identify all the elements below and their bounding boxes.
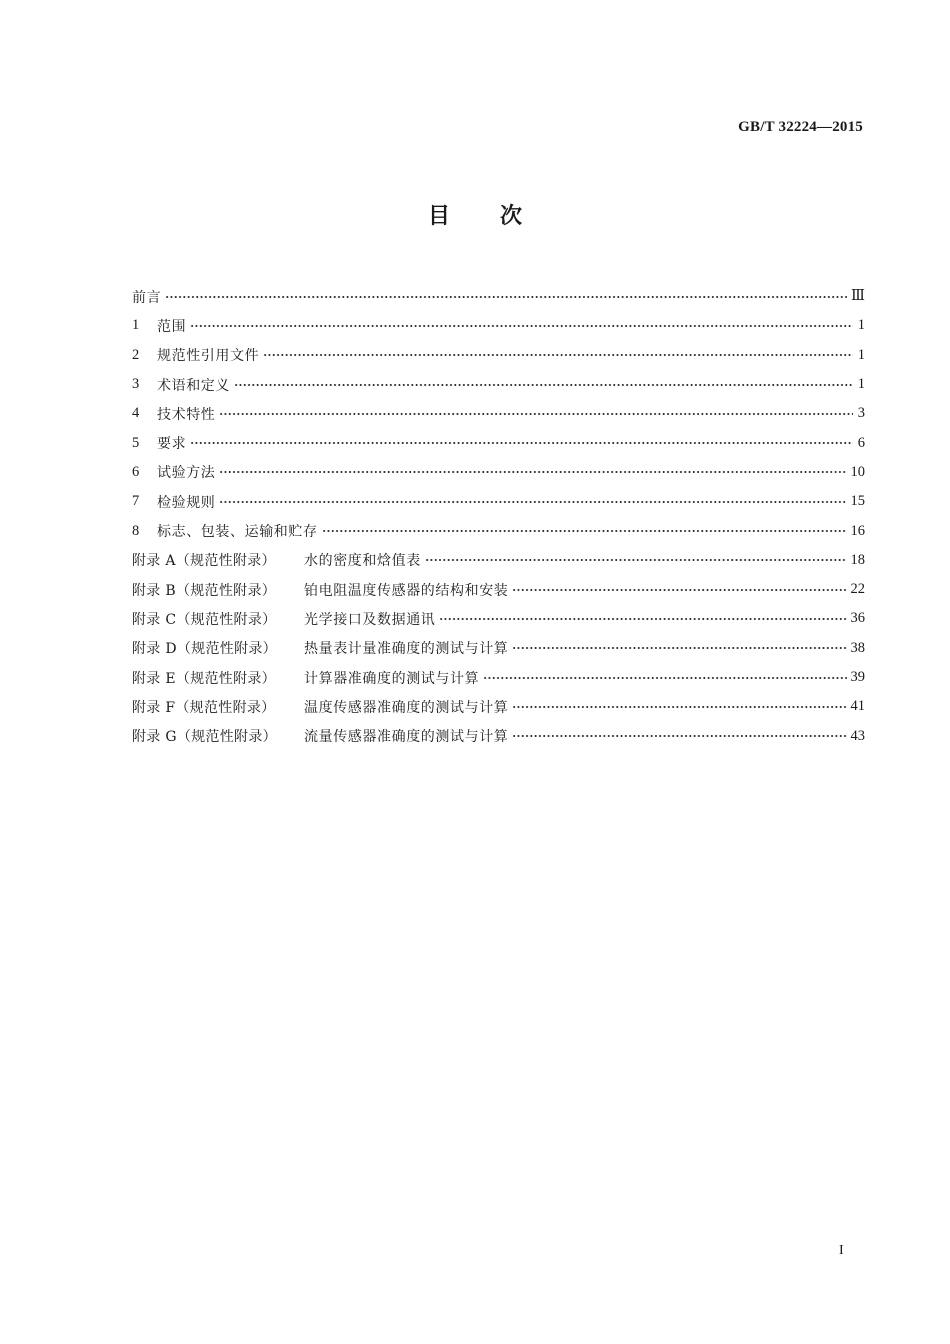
toc-annex-prefix: 附录 D（规范性附录） <box>132 641 277 658</box>
toc-entry-number: 7 <box>132 493 140 510</box>
toc-entry-annex-f[interactable] <box>132 692 865 721</box>
toc-entry-technical-characteristics[interactable] <box>132 399 865 428</box>
page-title <box>0 202 950 232</box>
toc-leader-dots <box>512 641 846 655</box>
toc-entry-marking-packaging[interactable] <box>132 516 865 545</box>
toc-entry-number: 1 <box>132 317 140 334</box>
toc-entry-page: 1 <box>857 346 865 363</box>
toc-annex-prefix: 附录 G（规范性附录） <box>132 729 277 746</box>
toc-entry-page: 3 <box>857 405 865 422</box>
toc-entry-label: 前言 <box>132 289 162 306</box>
toc-entry-label: 技术特性 <box>157 406 216 423</box>
toc-entry-page: 1 <box>857 376 865 393</box>
toc-leader-dots <box>234 378 853 392</box>
toc-entry-page: 18 <box>850 551 865 568</box>
toc-entry-page: 36 <box>850 610 865 627</box>
toc-entry-page: 1 <box>857 317 865 334</box>
toc-entry-page: 38 <box>850 639 865 656</box>
toc-entry-label: 检验规则 <box>157 494 216 511</box>
toc-entry-label: 水的密度和焓值表 <box>304 553 421 570</box>
toc-leader-dots <box>322 524 847 538</box>
toc-entry-label: 要求 <box>157 436 187 453</box>
toc-leader-dots <box>512 700 846 714</box>
toc-leader-dots <box>263 348 853 362</box>
toc-entry-normative-references[interactable] <box>132 341 865 370</box>
toc-entry-page: 41 <box>850 698 865 715</box>
toc-leader-dots <box>219 407 853 421</box>
toc-leader-dots <box>483 671 846 685</box>
toc-entry-test-methods[interactable] <box>132 458 865 487</box>
toc-entry-page: 43 <box>850 727 865 744</box>
toc-entry-label: 标志、包装、运输和贮存 <box>157 524 318 541</box>
toc-entry-number: 4 <box>132 405 140 422</box>
toc-annex-prefix: 附录 C（规范性附录） <box>132 611 277 628</box>
page-title-char-2: 次 <box>500 204 523 229</box>
toc-entry-label: 试验方法 <box>157 465 216 482</box>
toc-entry-inspection-rules[interactable] <box>132 487 865 516</box>
toc-entry-label: 流量传感器准确度的测试与计算 <box>304 729 509 746</box>
toc-leader-dots <box>190 436 853 450</box>
toc-entry-annex-a[interactable] <box>132 546 865 575</box>
toc-entry-terms-definitions[interactable] <box>132 370 865 399</box>
toc-annex-prefix: 附录 A（规范性附录） <box>132 553 276 570</box>
toc-leader-dots <box>439 612 846 626</box>
toc-entry-requirements[interactable] <box>132 428 865 457</box>
toc-leader-dots <box>165 290 847 304</box>
toc-entry-label: 铂电阻温度传感器的结构和安装 <box>304 582 509 599</box>
table-of-contents <box>132 282 865 751</box>
toc-entry-label: 术语和定义 <box>157 377 230 394</box>
toc-entry-foreword[interactable] <box>132 282 865 311</box>
toc-entry-label: 范围 <box>157 318 187 335</box>
toc-annex-prefix: 附录 E（规范性附录） <box>132 670 276 687</box>
toc-leader-dots <box>512 729 846 743</box>
toc-entry-annex-e[interactable] <box>132 663 865 692</box>
toc-entry-page: 6 <box>857 434 865 451</box>
toc-entry-number: 8 <box>132 522 140 539</box>
page-title-char-1: 目 <box>427 204 450 229</box>
toc-entry-label: 热量表计量准确度的测试与计算 <box>304 641 509 658</box>
toc-entry-page: 39 <box>850 669 865 685</box>
toc-entry-label: 规范性引用文件 <box>157 348 260 365</box>
toc-entry-page: Ⅲ <box>851 288 865 305</box>
toc-entry-label: 光学接口及数据通讯 <box>304 611 436 628</box>
toc-entry-page: 15 <box>850 493 865 510</box>
standard-code: GB/T 32224—2015 <box>738 119 863 135</box>
toc-entry-annex-g[interactable] <box>132 721 865 750</box>
toc-annex-prefix: 附录 F（规范性附录） <box>132 699 276 716</box>
toc-entry-label: 温度传感器准确度的测试与计算 <box>304 699 509 716</box>
toc-entry-page: 16 <box>850 522 865 539</box>
toc-entry-number: 3 <box>132 376 140 393</box>
toc-leader-dots <box>512 583 846 597</box>
toc-leader-dots <box>219 465 846 479</box>
toc-leader-dots <box>219 495 846 509</box>
toc-entry-number: 6 <box>132 463 140 480</box>
toc-entry-scope[interactable] <box>132 311 865 340</box>
toc-leader-dots <box>190 319 853 333</box>
toc-entry-label: 计算器准确度的测试与计算 <box>304 670 480 687</box>
toc-entry-page: 22 <box>850 581 865 598</box>
toc-leader-dots <box>425 553 847 567</box>
toc-annex-prefix: 附录 B（规范性附录） <box>132 582 277 599</box>
toc-entry-page: 10 <box>850 463 865 480</box>
page-number: I <box>839 1243 844 1258</box>
toc-entry-number: 2 <box>132 346 140 363</box>
toc-entry-annex-c[interactable] <box>132 604 865 633</box>
toc-entry-annex-b[interactable] <box>132 575 865 604</box>
toc-entry-number: 5 <box>132 434 140 451</box>
toc-entry-annex-d[interactable] <box>132 634 865 663</box>
